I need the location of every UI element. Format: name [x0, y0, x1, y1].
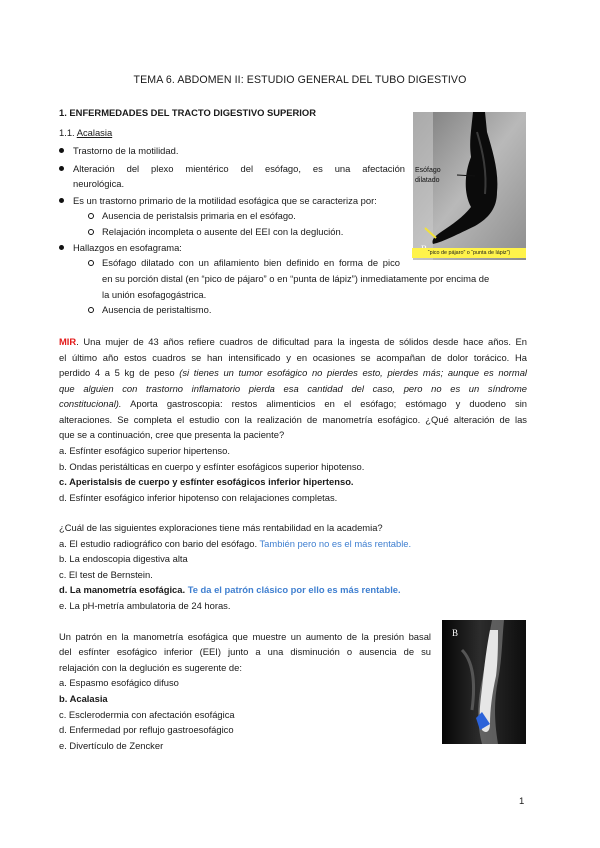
subsection-title [59, 126, 112, 139]
page-number: 1 [519, 796, 525, 807]
sub-bullet-text: Relajación incompleta o ausente del EEI con la deglución. [102, 226, 344, 237]
subsection-number: 1.1. [59, 127, 75, 138]
bullet-icon [59, 245, 64, 250]
bullet-text: Trastorno de la motilidad. [73, 145, 179, 156]
question-text: . Una mujer de 43 años refiere cuadros de dificultad para la ingesta de sólidos desde hace años. En [76, 336, 527, 347]
figure-corner-label: B [452, 628, 459, 638]
answer-option: d. Enfermedad por reflujo gastroesofágico [59, 724, 234, 735]
figure-label: Esófago [415, 167, 441, 174]
answer-option: e. Divertículo de Zencker [59, 740, 164, 751]
question-line: alteraciones. Se completa el estudio con la realización de manometría esofágico. ¿Qué alteración de las [59, 414, 527, 425]
answer-option-correct: b. Acalasia [59, 693, 108, 704]
answer-option: b. Ondas peristálticas en cuerpo y esfínter esofágicos superior hipotenso. [59, 461, 365, 472]
question-line: el último año estos cuadros se han intensificado y en ocasiones se acompañan de dolor torácico. Ha [59, 352, 527, 363]
question-line [59, 366, 527, 379]
answer-option: c. El test de Bernstein. [59, 569, 153, 580]
answer-option: a. Espasmo esofágico difuso [59, 677, 179, 688]
esophagram-image [442, 620, 526, 744]
question-line: ¿Cuál de las siguientes exploraciones tiene más rentabilidad en la academia? [59, 522, 383, 533]
question-text: perdido 4 a 5 kg de peso [59, 367, 175, 378]
question-line: Un patrón en la manometría esofágica que muestre un aumento de la presión basal [59, 631, 431, 642]
sub-bullet-text: en su porción distal (en “pico de pájaro” o en “punta de lápiz”) inmediatamente por encima de [102, 273, 490, 284]
answer-option [59, 583, 401, 596]
bullet-text: Alteración del plexo mientérico del esófago, es una afectación [73, 163, 405, 174]
figure-caption: “pico de pájaro” o “punta de lápiz”) [412, 248, 526, 258]
answer-text-correct: d. La manometría esofágica. [59, 584, 186, 595]
sub-bullet-icon [88, 307, 94, 313]
figure-label: dilatado [415, 177, 440, 184]
answer-option [59, 537, 411, 550]
sub-bullet-icon [88, 229, 94, 235]
bullet-icon [59, 148, 64, 153]
question-line [59, 335, 527, 348]
section-heading: 1. ENFERMEDADES DEL TRACTO DIGESTIVO SUPERIOR [59, 107, 316, 118]
answer-note: Te da el patrón clásico por ello es más rentable. [187, 584, 401, 595]
answer-option: b. La endoscopia digestiva alta [59, 553, 188, 564]
mir-tag: MIR [59, 336, 77, 347]
question-line [59, 397, 527, 410]
esophagram-xray [413, 112, 526, 260]
bullet-text: Es un trastorno primario de la motilidad esofágica que se caracteriza por: [73, 195, 377, 206]
answer-option: c. Esclerodermia con afectación esofágica [59, 709, 235, 720]
question-text: Aporta gastroscopia: restos alimenticios en el esófago; estómago y duodeno sin [130, 398, 527, 409]
question-note: (si tienes un tumor esofágico no pierdes esto, pierdes más; aunque es normal [179, 367, 527, 378]
sub-bullet-icon [88, 260, 94, 266]
barium-xray [442, 620, 526, 744]
answer-option: a. Esfínter esofágico superior hipertenso. [59, 445, 230, 456]
bullet-icon [59, 166, 64, 171]
answer-text: a. El estudio radiográfico con bario del esófago. [59, 538, 258, 549]
page-title: TEMA 6. ABDOMEN II: ESTUDIO GENERAL DEL TUBO DIGESTIVO [133, 74, 467, 86]
question-line: del esfínter esofágico inferior (EEI) junto a una disminución o ausencia de su [59, 646, 431, 657]
question-note: constitucional). [59, 398, 122, 409]
sub-bullet-text: Esófago dilatado con un afilamiento bien definido en forma de pico [102, 257, 400, 268]
bullet-icon [59, 198, 64, 203]
answer-option: d. Esfínter esofágico inferior hipotenso con relajaciones completas. [59, 492, 338, 503]
sub-bullet-text: Ausencia de peristaltismo. [102, 304, 212, 315]
esophagram-image [413, 112, 526, 260]
answer-note: También pero no es el más rentable. [259, 538, 412, 549]
sub-bullet-text: la unión esofagogástrica. [102, 289, 207, 300]
question-line: relajación con la deglución es sugerente de: [59, 662, 242, 673]
answer-option: e. La pH-metría ambulatoria de 24 horas. [59, 600, 231, 611]
bullet-text: Hallazgos en esofagrama: [73, 242, 182, 253]
answer-option-correct: c. Aperistalsis de cuerpo y esfínter esofágicos inferior hipertenso. [59, 476, 354, 487]
bullet-text: neurológica. [73, 178, 125, 189]
sub-bullet-icon [88, 213, 94, 219]
question-note: que alguien con trastorno inflamatorio pierda esa cantidad del caso, pero no es un síndrome [59, 383, 527, 394]
question-line: que se a continuación, cree que presenta la paciente? [59, 429, 285, 440]
subsection-name: Acalasia [76, 127, 113, 138]
sub-bullet-text: Ausencia de peristalsis primaria en el esófago. [102, 210, 296, 221]
